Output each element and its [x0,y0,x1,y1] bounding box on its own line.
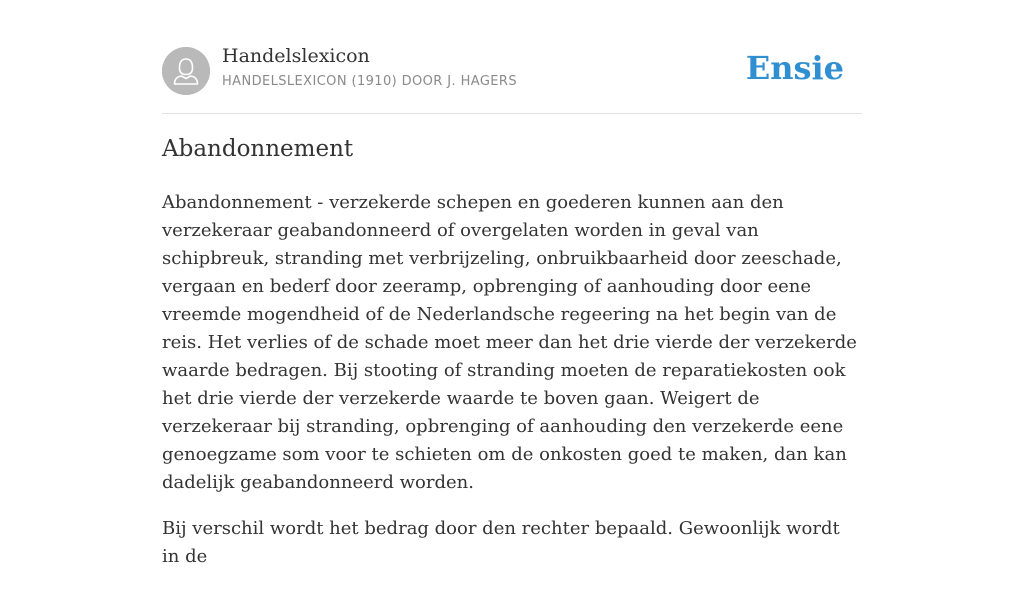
body-paragraph: Abandonnement - verzekerde schepen en goederen kunnen aan den verzekeraar geabandonneerd of overgelaten worden in geval van schipbreuk, stranding met verbrijzeling, onbruikbaarheid door zeeschade, vergaan en bederf door zeeramp, opbrenging of aanhouding door eene vreemde mogendheid of de Nederlandsche regeering na het begin van de reis. Het verlies of de schade moet meer dan het drie vierde der verzekerde waarde bedragen. Bij stooting of stranding moeten de reparatiekosten ook het drie vierde der verzekerde waarde te boven gaan. Weigert de verzekeraar bij stranding, opbrenging of aanhouding den verzekerde eene genoegzame som voor te schieten om de onkosten goed te maken, dan kan dadelijk geabandonneerd worden. [162,192,857,493]
entry-body [162,189,862,589]
source-subtitle: HANDELSLEXICON (1910) DOOR J. HAGERS [222,74,517,89]
body-paragraph: Bij verschil wordt het bedrag door den rechter bepaald. Gewoonlijk wordt in de [162,518,840,567]
entry-title: Abandonnement [162,136,354,162]
ensie-logo[interactable]: Ensie [745,49,844,87]
user-icon[interactable] [162,47,210,95]
source-title[interactable]: Handelslexicon [222,45,370,67]
source-header [162,0,862,114]
article [162,0,862,567]
